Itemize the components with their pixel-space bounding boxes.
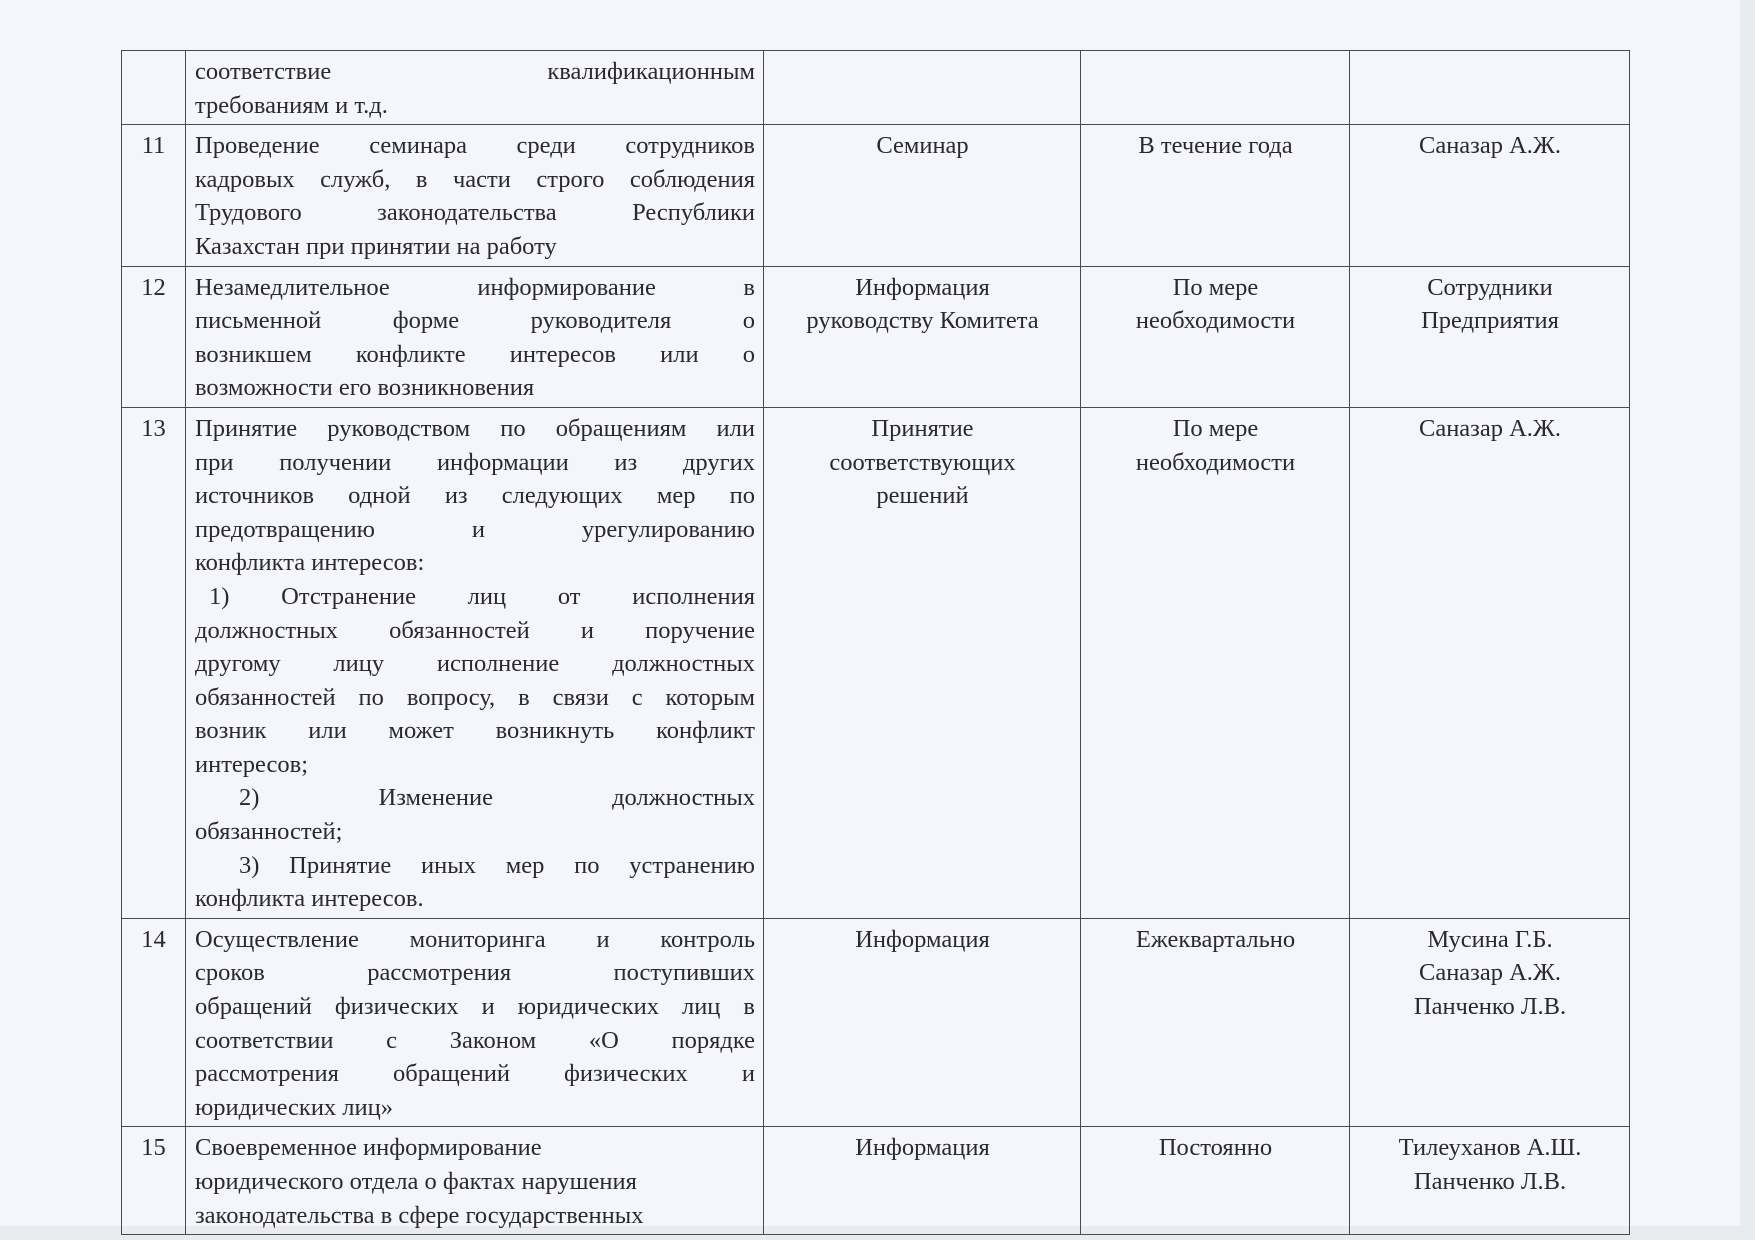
text-line: сроков рассмотрения поступивших xyxy=(195,959,755,987)
text-line: Трудового законодательства Республики xyxy=(195,199,755,227)
text-line: требованиям и т.д. xyxy=(195,91,388,119)
responsible-line: Саназар А.Ж. xyxy=(1418,132,1562,160)
text-line: соответствие квалификационным xyxy=(195,58,755,85)
responsible xyxy=(1350,1127,1630,1235)
text-line: Казахстан при принятии на работу xyxy=(195,232,557,260)
text-line: кадровых служб, в части строго соблюдения xyxy=(195,165,755,193)
text-line: возник или может возникнуть конфликт xyxy=(195,717,755,745)
text-line: обязанностей; xyxy=(195,818,343,846)
table-row xyxy=(122,51,1630,125)
completion-form-line: Принятие xyxy=(871,414,974,442)
responsible-line: Сотрудники xyxy=(1427,273,1553,301)
text-line: при получении информации из других xyxy=(195,448,755,476)
text-line: возможности его возникновения xyxy=(195,374,535,402)
deadline-line: необходимости xyxy=(1135,307,1296,335)
completion-form xyxy=(764,1127,1081,1235)
text-line: Незамедлительное информирование в xyxy=(195,273,755,301)
completion-form-line: решений xyxy=(876,482,969,510)
completion-form-line: Информация xyxy=(855,1134,990,1162)
text-line: возникшем конфликте интересов или о xyxy=(195,340,755,368)
table-row xyxy=(122,918,1630,1127)
responsible-line: Предприятия xyxy=(1421,307,1559,335)
deadline-line: По мере xyxy=(1172,414,1259,442)
table-row xyxy=(122,125,1630,266)
text-line: 2) Изменение должностных xyxy=(239,784,755,812)
completion-form-line: Информация xyxy=(855,925,990,953)
text-line: конфликта интересов. xyxy=(195,885,424,913)
deadline xyxy=(1081,125,1350,266)
responsible xyxy=(1350,407,1630,918)
measure-description xyxy=(186,918,764,1127)
completion-form xyxy=(764,51,1081,125)
row-number: 13 xyxy=(122,407,186,918)
responsible-line: Панченко Л.В. xyxy=(1413,1168,1567,1195)
deadline xyxy=(1081,51,1350,125)
text-line: предотвращению и урегулированию xyxy=(195,515,755,543)
measure-description xyxy=(186,407,764,918)
responsible-line: Тилеуханов А.Ш. xyxy=(1398,1134,1582,1162)
text-line: Осуществление мониторинга и контроль xyxy=(195,925,755,953)
text-line: законодательства в сфере государственных xyxy=(195,1201,644,1229)
completion-form xyxy=(764,266,1081,407)
completion-form-line: Семинар xyxy=(876,132,969,160)
responsible xyxy=(1350,918,1630,1127)
completion-form-line: соответствующих xyxy=(829,448,1016,476)
deadline-line: По мере xyxy=(1172,273,1259,301)
row-number: 15 xyxy=(122,1127,186,1235)
text-line: юридического отдела о фактах нарушения xyxy=(195,1168,637,1195)
text-line: юридических лиц» xyxy=(195,1093,394,1121)
deadline-line: Постоянно xyxy=(1158,1134,1273,1162)
responsible-line: Мусина Г.Б. xyxy=(1427,925,1553,953)
text-line: конфликта интересов: xyxy=(195,549,425,577)
deadline xyxy=(1081,407,1350,918)
text-line: письменной форме руководителя о xyxy=(195,307,755,335)
text-line: 3) Принятие иных мер по устранению xyxy=(239,851,755,879)
deadline xyxy=(1081,266,1350,407)
responsible xyxy=(1350,125,1630,266)
measure-description xyxy=(186,1127,764,1235)
responsible xyxy=(1350,266,1630,407)
text-line: обращений физических и юридических лиц в xyxy=(195,993,755,1021)
deadline-line: В течение года xyxy=(1138,132,1293,160)
responsible-line: Саназар А.Ж. xyxy=(1418,959,1562,987)
text-line: должностных обязанностей и поручение xyxy=(195,616,755,644)
text-line: источников одной из следующих мер по xyxy=(195,482,755,510)
deadline-line: Ежеквартально xyxy=(1135,925,1296,953)
deadline-line: необходимости xyxy=(1135,448,1296,476)
measure-description xyxy=(186,266,764,407)
table-row xyxy=(122,407,1630,918)
text-line: интересов; xyxy=(195,750,309,778)
responsible xyxy=(1350,51,1630,125)
deadline xyxy=(1081,918,1350,1127)
responsible-line: Панченко Л.В. xyxy=(1413,993,1567,1021)
text-line: соответствии с Законом «О порядке xyxy=(195,1026,755,1054)
text-line: Принятие руководством по обращениям или xyxy=(195,414,755,442)
text-line: 1) Отстранение лиц от исполнения xyxy=(209,582,755,610)
measure-description xyxy=(186,125,764,266)
table-row xyxy=(122,266,1630,407)
text-line: обязанностей по вопросу, в связи с которым xyxy=(195,683,755,711)
row-number: 12 xyxy=(122,266,186,407)
completion-form xyxy=(764,918,1081,1127)
responsible-line: Саназар А.Ж. xyxy=(1418,414,1562,442)
text-line: рассмотрения обращений физических и xyxy=(195,1060,755,1088)
measures-table xyxy=(121,50,1630,1235)
text-line: Проведение семинара среди сотрудников xyxy=(195,132,755,160)
completion-form xyxy=(764,125,1081,266)
measure-description xyxy=(186,51,764,125)
row-number: 14 xyxy=(122,918,186,1127)
completion-form-line: руководству Комитета xyxy=(806,307,1039,335)
completion-form xyxy=(764,407,1081,918)
row-number: 11 xyxy=(122,125,186,266)
text-line: другому лицу исполнение должностных xyxy=(195,650,755,678)
deadline xyxy=(1081,1127,1350,1235)
row-number xyxy=(122,51,186,125)
text-line: Своевременное информирование xyxy=(195,1134,542,1162)
completion-form-line: Информация xyxy=(855,273,990,301)
table-row xyxy=(122,1127,1630,1235)
